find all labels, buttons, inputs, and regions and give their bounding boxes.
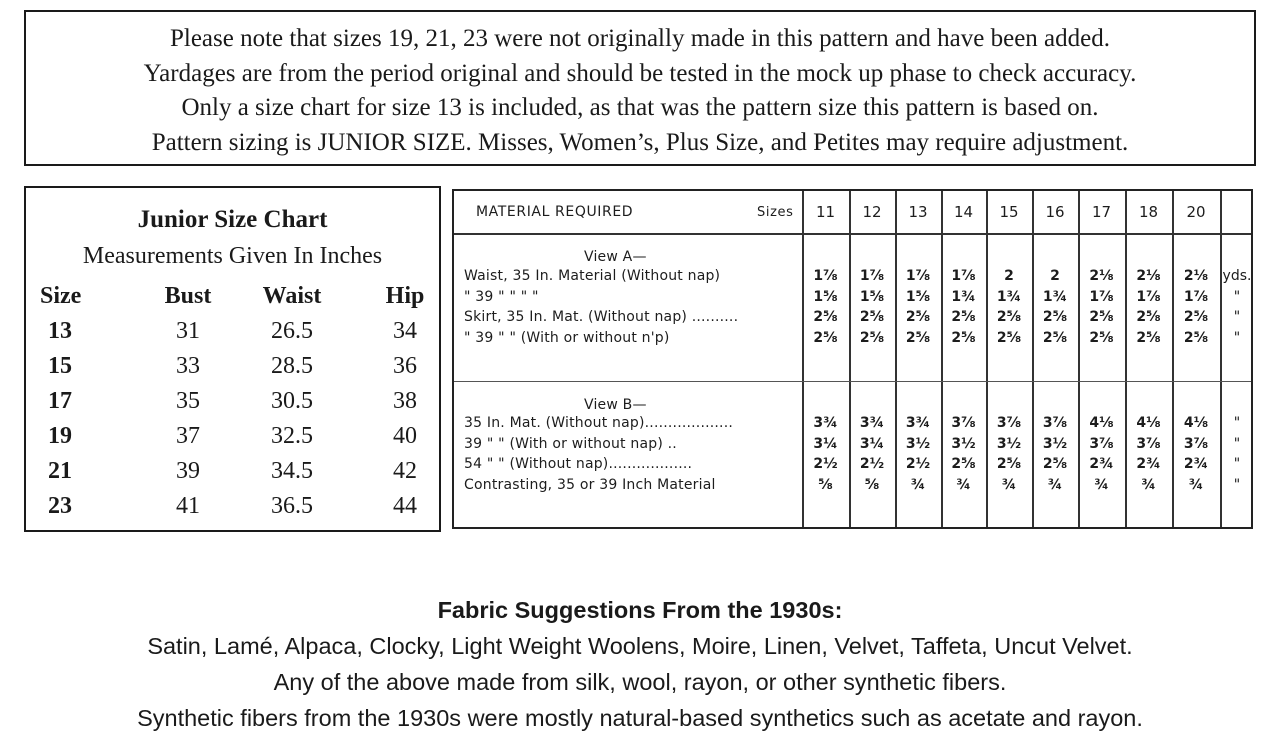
material-row-label: Skirt, 35 In. Mat. (Without nap) .......... — [464, 309, 739, 325]
yardage-value: ⅝ — [818, 476, 833, 493]
column-divider — [941, 191, 943, 527]
material-row-label: " 39 " " " " — [464, 288, 539, 305]
sizes-label: Sizes — [757, 205, 794, 220]
bust-header: Bust — [164, 283, 212, 309]
waist-value: 32.5 — [271, 423, 313, 449]
bust-value: 35 — [176, 388, 200, 414]
yardage-value: 2⅝ — [951, 329, 976, 346]
yardage-value: 1⅞ — [905, 268, 931, 284]
waist-header: Waist — [262, 283, 322, 309]
notice-line: Please note that sizes 19, 21, 23 were not originally made in this pattern and have been added. — [169, 25, 1110, 52]
size-value: 13 — [48, 318, 72, 344]
view-divider — [454, 381, 1251, 382]
notice-line: Pattern sizing is JUNIOR SIZE. Misses, Women’s, Plus Size, and Petites may require adjustment. — [151, 128, 1129, 156]
size-value: 15 — [48, 353, 72, 379]
yardage-value: ¾ — [1141, 476, 1156, 493]
size-column-header: 17 — [1091, 203, 1112, 221]
sizing-notice — [24, 10, 1256, 166]
yardage-value: 3½ — [996, 435, 1022, 452]
size-value: 23 — [48, 493, 72, 519]
size-value: 21 — [48, 458, 72, 484]
view-title: View A— — [584, 249, 647, 265]
hip-value: 36 — [393, 353, 417, 379]
yardage-value: 2⅝ — [813, 329, 838, 346]
material-row-label: " 39 " " (With or without n'p) — [464, 329, 670, 346]
column-divider — [1078, 191, 1080, 527]
yardage-value: 2⅝ — [996, 456, 1022, 472]
header-divider — [454, 233, 1251, 235]
yardage-value: 1¾ — [996, 288, 1022, 305]
waist-value: 36.5 — [271, 493, 313, 519]
size-column-header: 16 — [1045, 203, 1065, 221]
hip-header: Hip — [385, 283, 425, 309]
yardage-value: ⅝ — [864, 476, 880, 493]
yardage-value: 2⅝ — [951, 456, 976, 472]
bust-value: 41 — [176, 493, 200, 519]
yardage-value: 1⅝ — [859, 288, 885, 305]
yardage-value: 2⅝ — [1042, 309, 1068, 325]
yardage-value: 3½ — [1042, 435, 1068, 452]
column-divider — [986, 191, 988, 527]
size-column-header: 18 — [1138, 203, 1159, 221]
yardage-value: 1⅞ — [951, 268, 976, 284]
yardage-value: 2 — [1050, 268, 1060, 284]
yardage-unit: " — [1233, 456, 1241, 472]
yardage-value: 1⅝ — [905, 288, 931, 305]
yardage-value: 2⅝ — [1183, 329, 1209, 346]
yardage-value: 2⅛ — [1183, 268, 1209, 284]
yardage-value: 3¾ — [905, 415, 931, 431]
yardage-value: 1⅞ — [813, 268, 838, 284]
column-divider — [802, 191, 804, 527]
size-value: 17 — [48, 388, 72, 414]
yardage-value: ¾ — [1094, 476, 1109, 493]
yardage-value: 4⅛ — [1136, 415, 1161, 431]
yardage-unit: " — [1233, 288, 1241, 305]
yardage-value: 1¾ — [951, 288, 976, 305]
column-divider — [895, 191, 897, 527]
fabric-line: Satin, Lamé, Alpaca, Clocky, Light Weight Woolens, Moire, Linen, Velvet, Taffeta, Uncut Velvet. — [147, 633, 1133, 659]
yardage-value: ¾ — [910, 476, 926, 493]
size-chart-title: Junior Size Chart — [137, 206, 328, 233]
yardage-value: 3⅞ — [1136, 435, 1161, 452]
material-row-label: 35 In. Mat. (Without nap)................... — [464, 415, 733, 431]
yardage-value: 3½ — [951, 435, 976, 452]
yardage-value: 2⅝ — [859, 329, 885, 346]
yardage-value: 3⅞ — [996, 415, 1022, 431]
yardage-value: 2¾ — [1136, 456, 1161, 472]
yardage-unit: " — [1233, 329, 1241, 346]
bust-value: 31 — [176, 318, 200, 344]
size-chart-body — [26, 318, 439, 528]
yardage-value: 3¼ — [859, 435, 885, 452]
yardage-value: 1¾ — [1042, 288, 1068, 305]
yardage-value: 2⅝ — [1042, 329, 1068, 346]
yardage-value: 2¾ — [1089, 456, 1114, 472]
view-title: View B— — [584, 397, 647, 413]
yardage-unit: " — [1233, 309, 1241, 325]
yardage-value: 3¾ — [859, 415, 885, 431]
size-chart-row — [26, 423, 439, 458]
yardage-value: 3½ — [905, 435, 931, 452]
material-required-heading: MATERIAL REQUIRED — [476, 204, 634, 220]
yardage-value: 3⅞ — [1089, 435, 1114, 452]
hip-value: 40 — [393, 423, 417, 449]
material-row-label: Contrasting, 35 or 39 Inch Material — [464, 476, 716, 493]
column-divider — [1172, 191, 1174, 527]
yardage-value: 2⅝ — [1089, 309, 1114, 325]
yardage-unit: yds. — [1222, 268, 1252, 284]
size-column-header: 15 — [999, 203, 1019, 221]
waist-value: 28.5 — [271, 353, 313, 379]
fabric-suggestions — [0, 592, 1280, 736]
yardage-value: 2⅝ — [905, 309, 931, 325]
yardage-value: 1⅝ — [813, 288, 838, 305]
waist-value: 34.5 — [271, 458, 313, 484]
yardage-unit: " — [1233, 435, 1241, 452]
yardage-value: 2¾ — [1183, 456, 1209, 472]
size-chart-subtitle: Measurements Given In Inches — [82, 243, 383, 269]
yardage-value: 2⅛ — [1089, 268, 1114, 284]
material-required-table — [452, 189, 1253, 529]
size-chart-row — [26, 458, 439, 493]
yardage-value: 2⅝ — [1183, 309, 1209, 325]
bust-value: 33 — [176, 353, 200, 379]
hip-value: 34 — [393, 318, 417, 344]
size-header: Size — [40, 283, 82, 309]
yardage-value: 1⅞ — [1183, 288, 1209, 305]
column-divider — [1032, 191, 1034, 527]
material-row-label: Waist, 35 In. Material (Without nap) — [464, 268, 721, 284]
yardage-value: 2⅝ — [1136, 329, 1161, 346]
yardage-value: 2½ — [905, 456, 931, 472]
bust-value: 37 — [176, 423, 200, 449]
column-divider — [1125, 191, 1127, 527]
yardage-value: 3⅞ — [1042, 415, 1068, 431]
size-value: 19 — [48, 423, 72, 449]
yardage-value: 2⅝ — [1089, 329, 1114, 346]
yardage-value: 4⅛ — [1089, 415, 1114, 431]
yardage-value: 2⅝ — [996, 309, 1022, 325]
waist-value: 30.5 — [271, 388, 313, 414]
yardage-value: ¾ — [1001, 476, 1017, 493]
yardage-value: 1⅞ — [1136, 288, 1161, 305]
size-column-header: 11 — [815, 203, 836, 221]
yardage-value: 2⅝ — [905, 329, 931, 346]
fabric-line: Any of the above made from silk, wool, rayon, or other synthetic fibers. — [273, 669, 1007, 695]
yardage-value: 2⅝ — [1136, 309, 1161, 325]
yardage-value: 2⅝ — [813, 309, 838, 325]
size-chart-row — [26, 388, 439, 423]
yardage-value: 4⅛ — [1183, 415, 1209, 431]
yardage-value: 1⅞ — [1089, 288, 1114, 305]
column-divider — [849, 191, 851, 527]
hip-value: 42 — [393, 458, 417, 484]
material-row-label: 39 " " (With or without nap) .. — [464, 435, 677, 452]
notice-line: Only a size chart for size 13 is included, as that was the pattern size this pattern is based on. — [181, 94, 1099, 122]
junior-size-chart — [24, 186, 441, 532]
bust-value: 39 — [176, 458, 200, 484]
size-column-header: 14 — [953, 203, 974, 221]
fabric-title: Fabric Suggestions From the 1930s: — [437, 597, 843, 623]
size-column-header: 13 — [908, 203, 928, 221]
yardage-value: ¾ — [1047, 476, 1063, 493]
size-chart-header-row — [26, 283, 439, 318]
size-chart-table — [26, 283, 439, 528]
yardage-value: 2½ — [813, 456, 838, 472]
hip-value: 38 — [393, 388, 417, 414]
yardage-value: 1⅞ — [859, 268, 885, 284]
size-chart-row — [26, 493, 439, 528]
yardage-value: 2⅝ — [1042, 456, 1068, 472]
yardage-value: 3¼ — [813, 435, 838, 452]
yardage-value: 2 — [1004, 268, 1014, 284]
yardage-value: 3⅞ — [1183, 435, 1209, 452]
hip-value: 44 — [393, 493, 417, 519]
yardage-value: 2½ — [859, 456, 885, 472]
notice-line: Yardages are from the period original and should be tested in the mock up phase to check accuracy. — [143, 59, 1137, 87]
size-column-header: 20 — [1186, 203, 1206, 221]
yardage-value: 2⅝ — [951, 309, 976, 325]
material-row-label: 54 " " (Without nap).................. — [464, 456, 693, 472]
waist-value: 26.5 — [271, 318, 313, 344]
yardage-value: ¾ — [1188, 476, 1204, 493]
yardage-value: 3¾ — [813, 415, 838, 431]
yardage-value: ¾ — [956, 476, 971, 493]
yardage-unit: " — [1233, 476, 1241, 493]
yardage-unit: " — [1233, 415, 1241, 431]
yardage-value: 2⅛ — [1136, 268, 1161, 284]
yardage-value: 3⅞ — [951, 415, 976, 431]
size-column-header: 12 — [862, 203, 882, 221]
yardage-value: 2⅝ — [996, 329, 1022, 346]
fabric-line: Synthetic fibers from the 1930s were mostly natural-based synthetics such as acetate and rayon. — [137, 705, 1143, 731]
size-chart-row — [26, 353, 439, 388]
size-chart-row — [26, 318, 439, 353]
yardage-value: 2⅝ — [859, 309, 885, 325]
